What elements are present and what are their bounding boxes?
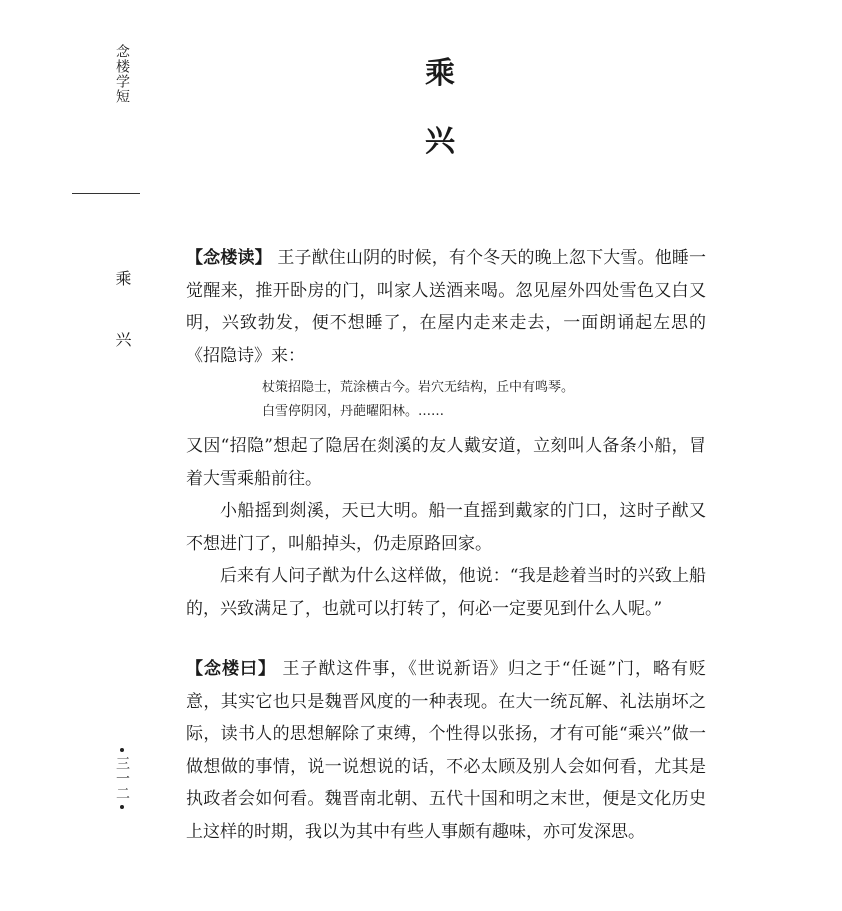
side-divider <box>72 193 140 194</box>
poem-quote <box>262 376 706 424</box>
note-paragraph-1-text: 王子猷这件事，《世说新语》归之于“任诞”门，略有贬意，其实它也只是魏晋风度的一种表现。在大一统瓦解、礼法崩坏之际，读书人的思想解除了束缚，个性得以张扬，才有可能“乘兴”做一做想做的事情，说一说想说的话，不必太顾及别人会如何看，尤其是执政者会如何看。魏晋南北朝、五代十国和明之末世，便是文化历史上这样的时期，我以为其中有些人事颇有趣味，亦可发深思。 <box>186 659 707 842</box>
page-title <box>400 40 480 176</box>
read-section <box>186 242 706 625</box>
page-title-line-1: 乘 <box>425 56 455 91</box>
running-head <box>108 44 136 104</box>
read-paragraph-1 <box>186 242 706 372</box>
note-label: 【念楼曰】 <box>186 659 276 679</box>
read-paragraph-4: 后来有人问子猷为什么这样做，他说：“我是趁着当时的兴致上船的，兴致满足了，也就可以打转了，何必一定要见到什么人呢。” <box>186 566 706 619</box>
read-paragraph-2: 又因“招隐”想起了隐居在剡溪的友人戴安道，立刻叫人备条小船，冒着大雪乘船前往。 <box>186 436 706 489</box>
note-paragraph-1 <box>186 653 706 848</box>
side-title <box>108 270 136 367</box>
page-number <box>108 744 136 813</box>
page-title-line-2: 兴 <box>425 124 455 159</box>
page-number-text: 三一二 <box>114 756 130 801</box>
running-head-text: 念楼学短 <box>114 44 130 104</box>
poem-line-1: 杖策招隐士，荒涂横古今。岩穴无结构，丘中有鸣琴。 <box>262 380 575 395</box>
note-section <box>186 653 706 848</box>
read-label: 【念楼读】 <box>186 248 272 268</box>
page-number-dot-top <box>120 748 124 752</box>
read-paragraph-3: 小船摇到剡溪，天已大明。船一直摇到戴家的门口，这时子猷又不想进门了，叫船掉头，仍走原路回家。 <box>186 501 706 554</box>
side-title-text: 乘 兴 <box>113 270 132 368</box>
read-paragraph-1-text: 王子猷住山阴的时候，有个冬天的晚上忽下大雪。他睡一觉醒来，推开卧房的门，叫家人送酒来喝。忽见屋外四处雪色又白又明，兴致勃发，便不想睡了，在屋内走来走去，一面朗诵起左思的《招隐诗》来： <box>186 248 707 366</box>
poem-line-2: 白雪停阴冈，丹葩曜阳林。…… <box>262 404 445 419</box>
page-number-dot-bottom <box>120 805 124 809</box>
